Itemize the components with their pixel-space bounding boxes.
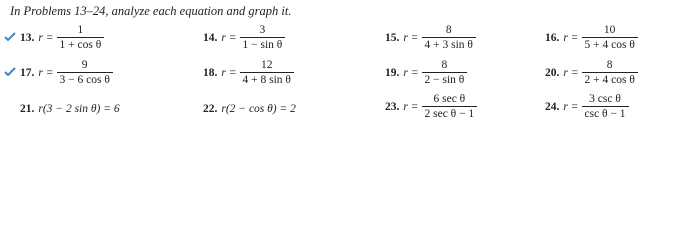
fraction (240, 24, 286, 51)
problem-17 (20, 59, 113, 86)
numerator: 9 (81, 59, 88, 71)
problem-number: 18. (203, 66, 218, 79)
problem-number: 20. (545, 66, 560, 79)
problem-24 (545, 93, 629, 120)
checkmark-icon (4, 32, 16, 41)
problem-number: 24. (545, 100, 560, 113)
denominator: 3 − 6 cos θ (57, 72, 113, 86)
equation-lhs: r = (563, 66, 579, 79)
problem-20 (545, 59, 638, 86)
equation-lhs: r = (221, 31, 237, 44)
denominator: 4 + 3 sin θ (422, 37, 476, 51)
equation-lhs: r = (38, 66, 54, 79)
numerator: 8 (606, 59, 613, 71)
fraction (422, 59, 468, 86)
fraction (582, 24, 638, 51)
denominator: 4 + 8 sin θ (240, 72, 294, 86)
problem-number: 19. (385, 66, 400, 79)
numerator: 3 (259, 24, 266, 36)
equation-lhs: r = (403, 66, 419, 79)
fraction (582, 93, 629, 120)
checkmark-icon (4, 67, 16, 76)
problem-21 (20, 103, 120, 115)
problem-number: 23. (385, 100, 400, 113)
equation-lhs: r = (38, 31, 54, 44)
problem-number: 22. (203, 103, 218, 115)
problem-19 (385, 59, 467, 86)
denominator: 2 sec θ − 1 (422, 106, 478, 120)
equation-lhs: r = (563, 100, 579, 113)
fraction (57, 24, 105, 51)
problem-number: 15. (385, 31, 400, 44)
problem-22 (203, 103, 296, 115)
problem-number: 14. (203, 31, 218, 44)
problem-15 (385, 24, 476, 51)
equation-text: r(2 − cos θ) = 2 (221, 103, 296, 115)
numerator: 1 (77, 24, 84, 36)
problem-13 (20, 24, 104, 51)
denominator: 5 + 4 cos θ (582, 37, 638, 51)
fraction (422, 24, 476, 51)
equation-lhs: r = (221, 66, 237, 79)
denominator: 1 + cos θ (57, 37, 105, 51)
denominator: csc θ − 1 (582, 106, 629, 120)
problem-18 (203, 59, 294, 86)
numerator: 12 (260, 59, 273, 71)
problem-number: 21. (20, 103, 35, 115)
equation-lhs: r = (403, 31, 419, 44)
numerator: 8 (441, 59, 448, 71)
equation-lhs: r = (563, 31, 579, 44)
equation-lhs: r = (403, 100, 419, 113)
problem-23 (385, 93, 477, 120)
problem-number: 16. (545, 31, 560, 44)
numerator: 10 (603, 24, 616, 36)
denominator: 2 − sin θ (422, 72, 468, 86)
equation-text: r(3 − 2 sin θ) = 6 (38, 103, 120, 115)
fraction (422, 93, 478, 120)
numerator: 3 csc θ (589, 93, 621, 105)
fraction (240, 59, 294, 86)
denominator: 2 + 4 cos θ (582, 72, 638, 86)
problem-number: 13. (20, 31, 35, 44)
numerator: 6 sec θ (433, 93, 466, 105)
numerator: 8 (445, 24, 452, 36)
denominator: 1 − sin θ (240, 37, 286, 51)
fraction (582, 59, 638, 86)
instructions-heading: In Problems 13–24, analyze each equation and graph it. (10, 4, 292, 18)
problem-number: 17. (20, 66, 35, 79)
problem-14 (203, 24, 285, 51)
problem-16 (545, 24, 638, 51)
fraction (57, 59, 113, 86)
